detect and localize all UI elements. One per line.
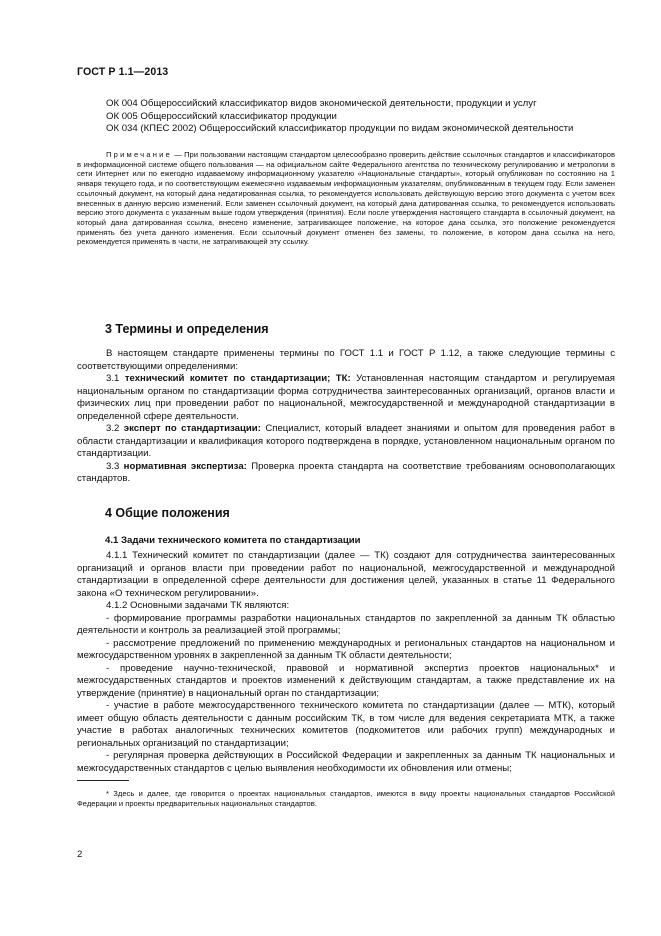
paragraph-4-1-2: 4.1.2 Основными задачами ТК являются: (106, 600, 290, 611)
section-4-1-heading: 4.1 Задачи технического комитета по стандартизации (105, 535, 361, 546)
term-3-1: 3.1 технический комитет по стандартизации; ТК: Установленная настоящим стандартом и регулируемая национальным органом по стандартизации форма сотрудничества заинтересованных организаций, органов власти и физических лиц при проведении работ по национальной, межгосударственной и международной стандартизации в определенной сфере деятельности. (77, 373, 615, 422)
list-item: - формирование программы разработки национальных стандартов по закрепленной за данным ТК областью деятельности и контроль за реализацией этой программы; (77, 612, 615, 636)
note-block (77, 150, 615, 247)
section-3-intro: В настоящем стандарте применены термины по ГОСТ 1.1 и ГОСТ Р 1.12, а также следующие термины с соответствующими определениями: (77, 348, 615, 372)
term-3-3: 3.3 нормативная экспертиза: Проверка проекта стандарта на соответствие требованиям основополагающих стандартов. (77, 460, 616, 484)
section-3-body (77, 348, 615, 486)
list-item: - регулярная проверка действующих в Российской Федерации и закрепленных за данным ТК национальных и межгосударственных стандартов с целью выявления необходимости их обновления или отмены; (77, 750, 615, 774)
section-4-heading: 4 Общие положения (105, 506, 230, 520)
paragraph-4-1-1: 4.1.1 Технический комитет по стандартизации (далее — ТК) создают для сотрудничества заинтересованных организаций и органов власти при проведении работ по национальной, межгосударственной и международной стандартизации в определенной сфере деятельности для достижения целей, указанных в статье 11 Федерального закона «О техническом регулировании». (77, 550, 615, 599)
list-item: - рассмотрение предложений по применению международных и региональных стандартов на национальном и межгосударственном уровнях в закрепленной за данным ТК области деятельности; (77, 637, 615, 661)
section-4-body (77, 550, 615, 775)
list-item: - участие в работе межгосударственного технического комитета по стандартизации (далее — МТК), который имеет общую область деятельности с данным российским ТК, в том числе для ведения секретариата МТК, а также участие в работах аналогичных технических комитетов (подкомитетов или рабочих групп) международных и региональных организаций по стандартизации; (77, 700, 615, 749)
page-number: 2 (77, 849, 83, 860)
section-3-heading: 3 Термины и определения (105, 322, 269, 336)
list-item: - проведение научно-технической, правовой и нормативной экспертиз проектов национальных* и межгосударственных стандартов и проектов изменений к действующим стандартам, а также представление их на утверждение (принятие) в национальный орган по стандартизации; (77, 662, 615, 699)
footnote-divider (77, 780, 129, 781)
footnote-text: * Здесь и далее, где говорится о проектах национальных стандартов, имеются в виду проекты национальных стандартов Российской Федерации и проекты предварительных национальных стандартов. (77, 789, 615, 808)
classifier-list (77, 98, 615, 136)
footnote (77, 789, 615, 808)
note-label: Примечание (106, 150, 172, 159)
classifier-item: ОК 005 Общероссийский классификатор продукции (106, 110, 337, 122)
term-3-2: 3.2 эксперт по стандартизации: Специалист, который владеет знаниями и опытом для проведения работ в области стандартизации и квалификация которого подтверждена в порядке, установленном национальным органом по стандартизации. (77, 423, 615, 459)
classifier-item: ОК 004 Общероссийский классификатор видов экономической деятельности, продукции и услуг (106, 98, 537, 109)
note-text: — При пользовании настоящим стандартом целесообразно проверить действие ссылочных стандартов и классификаторов в информационной системе общего пользования — на официальном сайте Федерального агентства по техническому регулированию и метрологии в сети Интернет или по ежегодно издаваемому информационному указателю «Национальные стандарты», который опубликован по состоянию на 1 января текущего года, и по соответствующим ежемесячно издаваемым информационным указателям, опубликованным в текущем году. Если заменен ссылочный документ, на который дана недатированная ссылка, то рекомендуется использовать действующую версию этого документа с учетом всех внесенных в данную версию изменений. Если заменен ссылочный документ, на который дана датированная ссылка, то рекомендуется использовать версию этого документа с указанным выше годом утверждения (принятия). Если после утверждения настоящего стандарта в ссылочный документ, на который дана датированная ссылка, внесено изменение, затрагивающее положение, на которое дана ссылка, это положение рекомендуется применять без учета данного изменения. Если ссылочный документ отменен без замены, то положение, в котором дана ссылка на него, рекомендуется применять в части, не затрагивающей эту ссылку. (77, 150, 615, 247)
classifier-item: ОК 034 (КПЕС 2002) Общероссийский классификатор продукции по видам экономической деятельности (106, 123, 574, 134)
page-header: ГОСТ Р 1.1—2013 (77, 66, 169, 78)
